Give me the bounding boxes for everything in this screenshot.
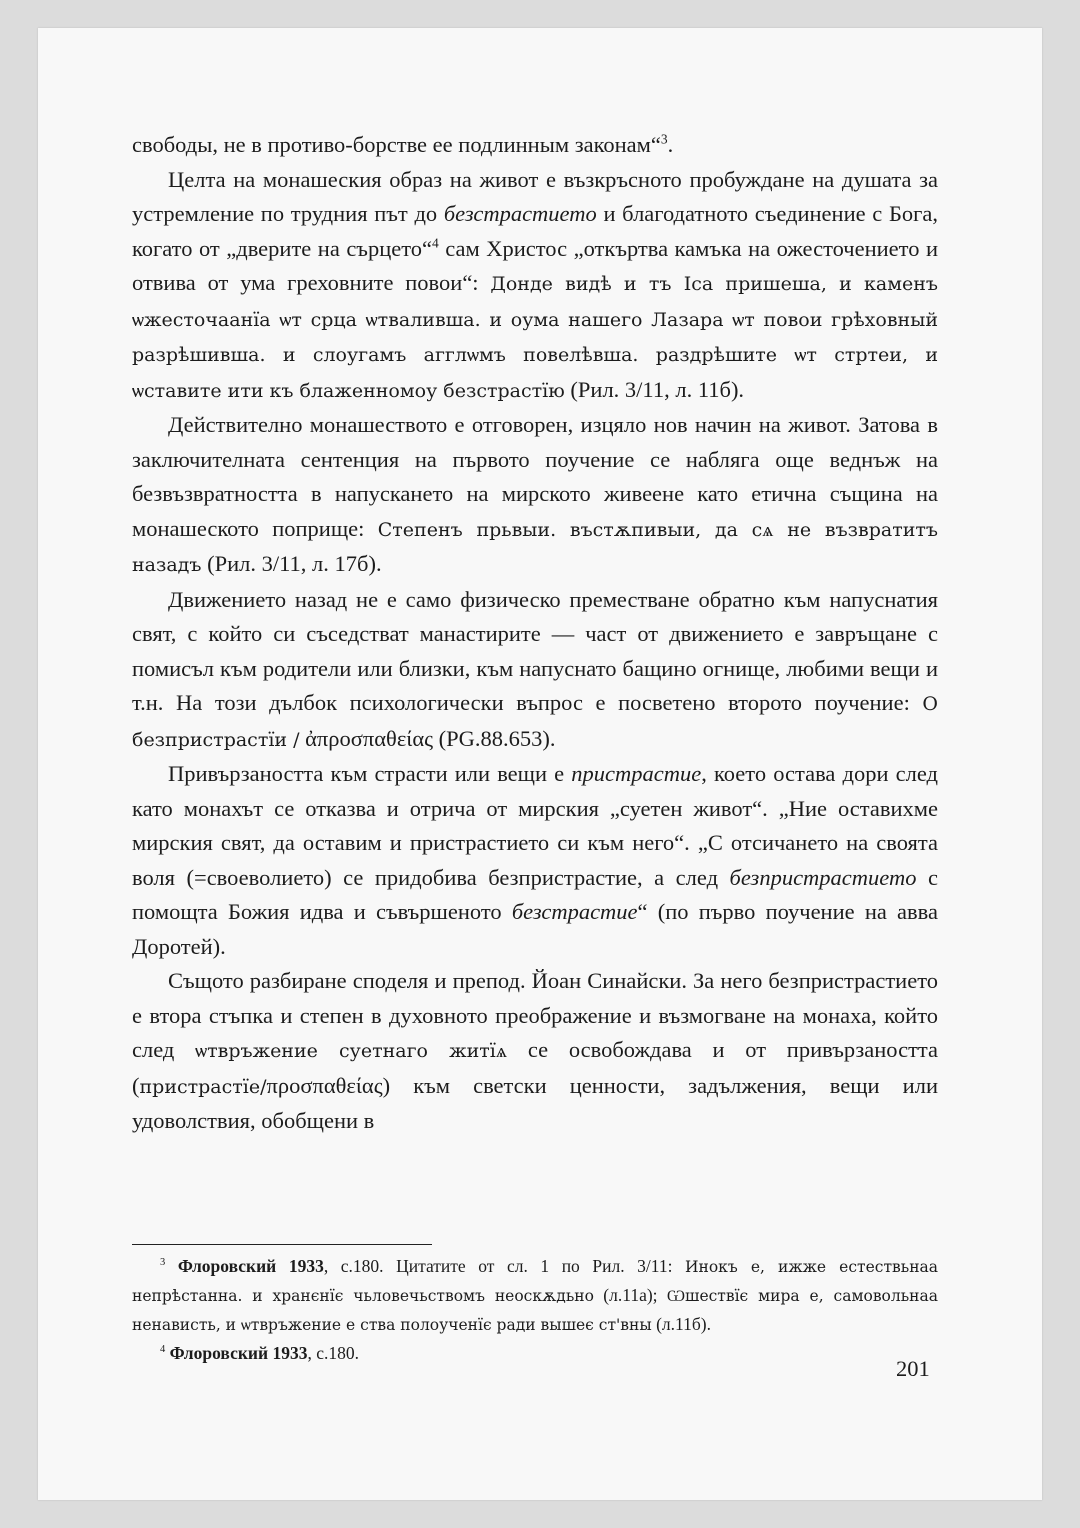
footnote-author: Флоровский 1933 (169, 1343, 308, 1363)
paragraph (132, 964, 938, 1139)
text-run: ) към светски ценности, задължения, вещи или удоволствия, обобщени в (132, 1072, 938, 1133)
text-run: с помощта Божия идва и съвършеното (132, 864, 938, 924)
paragraph (132, 408, 938, 583)
citation: (Рил. 3/11, л. 17б). (201, 551, 382, 576)
church-slavonic-quote: Степенъ прьвыи. въстѫпивыи, да сѧ не възвратитъ назадъ (132, 518, 938, 576)
text-run: , с.180. Цитатите от сл. 1 по Рил. 3/11: (323, 1256, 685, 1276)
text-run: (л.11а); (593, 1285, 667, 1305)
footnote (132, 1339, 938, 1367)
footnotes (132, 1252, 938, 1367)
footnote-author: Флоровский 1933 (177, 1256, 324, 1276)
citation: (Рил. 3/11, л. 11б). (564, 376, 745, 402)
greek-term: ἀπροσπαθείας (299, 725, 434, 751)
text-run: свободы, не в противо-борстве ее подлинным законам“ (132, 132, 661, 157)
church-slavonic-quote: Донде видѣ и тъ Іса пришеша, и каменъ ѡжесточаанїа ѡт срца ѡтваливша. и оума нашего Лазара ѡт повои грѣховный разрѣшивша. и слоугамъ агглѡмъ повелѣвша. раздрѣшите ѡт стртеи, и ѡставите ити къ блаженномоу безстрастїю (132, 273, 939, 402)
text-run: Привързаността към страсти или вещи е (168, 761, 572, 786)
footnote-number: 3 (160, 1257, 166, 1269)
italic-term: пристрастие (571, 761, 702, 786)
text-run: се освобождава и от привързаността ( (132, 1037, 939, 1098)
italic-term: безстрастието (443, 201, 597, 226)
church-slavonic-quote: О безпристрастїи / (132, 693, 938, 751)
paragraph (132, 163, 938, 409)
main-text (132, 128, 938, 1139)
text-run: и благодатното съединение с Бога, когато от „дверите на сърцето“ (132, 201, 938, 261)
text-run: Целта на монашеския образ на живот е възкръсното пробуждане на душата за устремление по трудния път до (132, 166, 938, 226)
footnote-divider (132, 1244, 432, 1245)
greek-term: προσπαθείας (266, 1072, 383, 1098)
text-run: сам Христос „откъртва камъка на ожесточението и отвива от ума греховните повои“: (132, 235, 939, 295)
paragraph: свободы, не в противо-борстве ее подлинным законам“$^3$. (132, 131, 674, 157)
footnote-ref: 4 (432, 235, 439, 250)
citation: (PG.88.653). (433, 725, 556, 751)
book-page (38, 28, 1042, 1500)
text-run: Движението назад не е само физическо преместване обратно към напуснатия свят, с който си съседстват манастирите — част от движението е завръщане с помисъл към родители или близки, към напуснато бащино огнище, любими вещи и т.н. На този дълбок психологически въпрос е посветено второто поучение: (132, 586, 938, 715)
footnote (132, 1252, 938, 1339)
italic-term: безпристрастието (729, 864, 917, 890)
text-run: , с.180. (307, 1343, 359, 1363)
paragraph (132, 757, 938, 964)
footnote-ref: 3 (660, 131, 668, 147)
church-slavonic-quote: Ѡшествїє мира е, самовольнаа ненависть, и ѡтвръжение е ства полоученїє ради вышеє ст'вны (132, 1287, 938, 1334)
footnote-number: 4 (160, 1344, 166, 1356)
church-slavonic-quote: Инокъ е, ижже естествьнаа непрѣстанна. и хранєнїє чьловечьствомъ неоскѫдьно (132, 1258, 939, 1305)
church-slavonic-quote: ѡтвръжение суетнаго житїѧ (195, 1040, 508, 1062)
text-run: , което остава дори след като монахът се отказва и отрича от мирския „суетен живот“. „Ние оставихме мирския свят, да оставим и пристрастието си към него“. „С отсичането на своята воля (=своеволието) се придобива безпристрастие, а след (132, 761, 938, 890)
text-run: (л.11б). (651, 1314, 711, 1334)
page-number: 201 (896, 1356, 930, 1381)
text-run: Същото разбиране споделя и препод. Йоан Синайски. За него безпристрастието е втора стъпка и степен в духовното преображение и възмогване на монаха, който след (132, 968, 938, 1062)
church-slavonic-term: пристрастїе/ (139, 1075, 267, 1098)
text-run: “ (по първо поучение на авва Доротей). (132, 899, 938, 959)
italic-term: безстрастие (511, 899, 638, 924)
paragraph (132, 583, 938, 758)
text-run: Действително монашеството е отговорен, изцяло нов начин на живот. Затова в заключителната сентенция на първото поучение се набляга още веднъж на безвъзвратността в напускането на мирското живеене като етична същина на монашеското поприще: (132, 412, 938, 541)
